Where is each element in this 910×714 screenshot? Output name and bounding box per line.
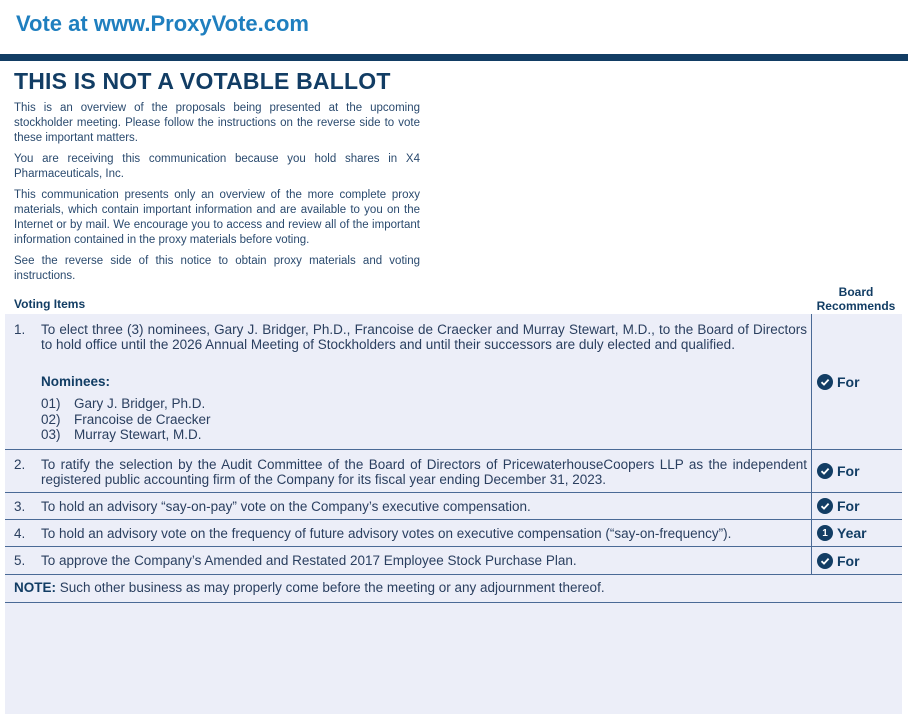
check-circle-icon [817,553,833,569]
recommendation-label: For [837,498,860,514]
header-divider [0,54,908,61]
intro-paragraph: You are receiving this communication because you hold shares in X4 Pharmaceuticals, Inc. [14,153,420,180]
recommends-label: Recommends [816,299,896,313]
recommendation-cell [811,547,902,574]
recommendation-cell [811,450,902,492]
item-number: 3. [14,499,26,514]
recommendation-label: For [837,373,860,390]
intro-paragraph: This is an overview of the proposals being presented at the upcoming stockholder meeting. Please follow the instructions on the reverse side to vote these important matters. [14,102,420,144]
item-text: To ratify the selection by the Audit Committee of the Board of Directors of PricewaterhouseCoopers LLP as the independent registered public accounting firm of the Company for its fiscal year ending December 31, 2023. [41,457,807,487]
voting-item-2 [5,450,902,493]
voting-items-heading: Voting Items [14,297,86,311]
nominee-name: Gary J. Bridger, Ph.D. [74,396,206,411]
voting-item-4 [5,520,902,547]
nominees-heading: Nominees: [41,374,111,389]
ballot-title: THIS IS NOT A VOTABLE BALLOT [14,68,391,94]
nominee-item [41,396,205,411]
board-label: Board [838,285,874,299]
nominee-name: Murray Stewart, M.D. [74,427,202,442]
check-circle-icon [817,463,833,479]
voting-item-5 [5,547,902,575]
note-divider [5,602,902,603]
board-recommends-heading [812,285,900,313]
intro-paragraph: See the reverse side of this notice to obtain proxy materials and voting instructions. [14,255,420,282]
recommendation-label: For [837,552,860,569]
recommendation-cell [811,520,902,546]
nominee-item [41,412,211,427]
item-number: 1. [14,322,26,337]
recommendation-label: For [837,463,860,479]
voting-item-1 [5,314,902,450]
nominee-name: Francoise de Craecker [74,412,211,427]
proxyvote-site-title[interactable]: Vote at www.ProxyVote.com [16,11,309,36]
nominee-number: 01) [41,396,61,411]
item-text: To elect three (3) nominees, Gary J. Bridger, Ph.D., Francoise de Craecker and Murray Stewart, M.D., to the Board of Directors to hold office until the 2026 Annual Meeting of Stockholders and until their successors are duly elected and qualified. [41,322,807,352]
check-circle-icon [817,498,833,514]
item-text: To approve the Company’s Amended and Restated 2017 Employee Stock Purchase Plan. [41,553,577,568]
check-circle-icon [817,374,833,390]
item-text: To hold an advisory “say-on-pay” vote on the Company’s executive compensation. [41,499,531,514]
intro-text [14,101,420,290]
note-label: NOTE: [14,580,56,595]
note-line [14,580,896,595]
recommendation-label: Year [837,525,867,541]
item-text: To hold an advisory vote on the frequency of future advisory votes on executive compensation (“say-on-frequency”). [41,526,732,541]
recommendation-cell [811,314,902,449]
item-number: 5. [14,553,26,568]
note-text: Such other business as may properly come before the meeting or any adjournment thereof. [59,580,605,595]
one-year-circle-icon: 1 [817,525,833,541]
recommendation-cell [811,493,902,519]
voting-item-3 [5,493,902,520]
nominee-item [41,427,202,442]
voting-items-table [5,314,902,714]
item-number: 2. [14,457,26,472]
header-bar [0,0,910,56]
nominee-number: 02) [41,412,61,427]
intro-paragraph: This communication presents only an overview of the more complete proxy materials, which contain important information and are available to you on the Internet or by mail. We encourage you to access and review all of the important information contained in the proxy materials before voting. [14,189,420,246]
item-number: 4. [14,526,26,541]
nominee-number: 03) [41,427,61,442]
